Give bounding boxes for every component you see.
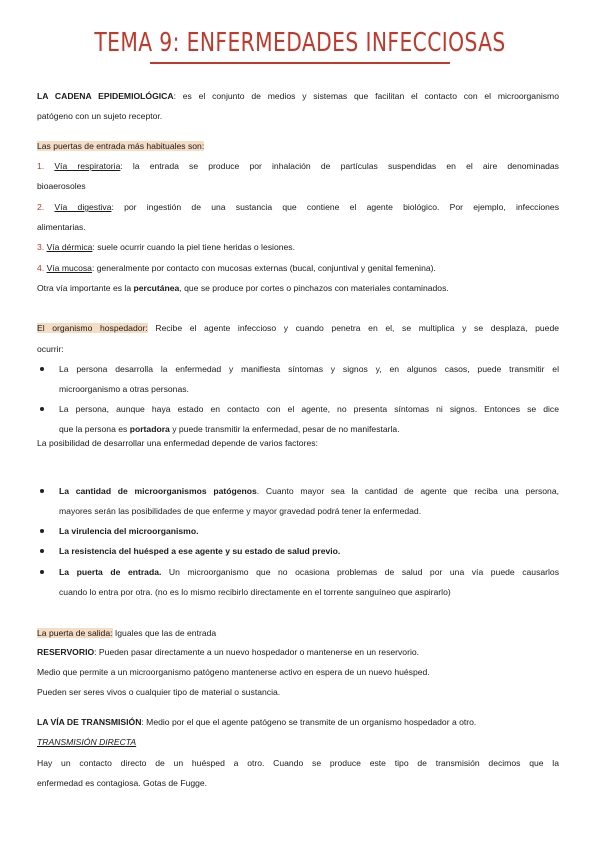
otra-bold: percutánea	[133, 283, 180, 293]
item-name: Vía mucosa	[46, 263, 92, 273]
transmision-heading-bold: LA VÍA DE TRANSMISIÓN	[37, 717, 142, 727]
cadena-line-1	[37, 90, 559, 102]
bullet-dot	[40, 570, 44, 574]
factor-4-line-1	[59, 566, 559, 578]
reservorio-text: : Pueden pasar directamente a un nuevo hospedador o mantenerse en un reservorio.	[94, 647, 420, 657]
reservorio-line	[37, 646, 559, 658]
puerta-1-line-2: bioaerosoles	[37, 181, 86, 191]
hospedador-heading: El organismo hospedador:	[37, 323, 148, 333]
hospedador-line-2: ocurrir:	[37, 344, 64, 354]
hospedador-bullet-1-line-1: La persona desarrolla la enfermedad y manifiesta síntomas y signos y, en algunos casos, puede transmitir el	[59, 364, 559, 374]
otra-via-line	[37, 282, 559, 294]
otra-post: , que se produce por cortes o pinchazos con materiales contaminados.	[179, 283, 449, 293]
item-number: 1.	[37, 161, 45, 171]
salida-heading: La puerta de salida:	[37, 628, 113, 638]
bullet-dot	[40, 529, 44, 533]
item-number: 2.	[37, 202, 45, 212]
transmision-directa-line	[37, 736, 559, 748]
puerta-3-line	[37, 241, 559, 253]
transmision-line-1: Hay un contacto directo de un huésped a otro. Cuando se produce este tipo de transmisión decimos que la	[37, 758, 559, 768]
factor-3: La resistencia del huésped a ese agente y su estado de salud previo.	[59, 546, 341, 556]
salida-line	[37, 627, 559, 639]
factor-4-line-2: cuando lo entra por otra. (no es lo mismo recibirlo directamente en el torrente sanguíneo que aspirarlo)	[59, 587, 451, 597]
transmision-line-2: enfermedad es contagiosa. Gotas de Fugge.	[37, 778, 208, 788]
hospedador-bullet-2-line-2	[59, 423, 559, 435]
factor-1-text: . Cuanto mayor sea la cantidad de agente que reciba una persona,	[256, 486, 559, 496]
puerta-1-line-1	[37, 160, 559, 172]
portadora-bold: portadora	[129, 424, 170, 434]
factor-4-text: Un microorganismo que no ocasiona problemas de salud por una vía puede causarlos	[161, 567, 559, 577]
puerta-4-line	[37, 262, 559, 274]
factor-1-line-2: mayores serán las posibilidades de que enferme y mayor gravedad podrá tener la enfermedad.	[59, 506, 422, 516]
factor-4-bold: La puerta de entrada.	[59, 567, 162, 577]
puerta-2-line-2: alimentarias.	[37, 222, 86, 232]
item-name: Vía dérmica	[46, 242, 93, 252]
title-underline	[150, 62, 450, 64]
transmision-heading-text: : Medio por el que el agente patógeno se transmite de un organismo hospedador a otro.	[141, 717, 477, 727]
bullet-dot	[40, 407, 44, 411]
hospedador-text: Recibe el agente infeccioso y cuando penetra en el, se multiplica y se desplaza, puede	[147, 323, 559, 333]
item-text: : generalmente por contacto con mucosas externas (bucal, conjuntival y genital femenina).	[91, 263, 436, 273]
item-number: 3.	[37, 242, 45, 252]
hospedador-bullet-1-line-2: microorganismo a otras personas.	[59, 384, 189, 394]
reservorio-line-3: Pueden ser seres vivos o cualquier tipo de material o sustancia.	[37, 687, 281, 697]
cadena-line-2: patógeno con un sujeto receptor.	[37, 111, 163, 121]
cadena-text-1: : es el conjunto de medios y sistemas que facilitan el contacto con el microorganismo	[173, 91, 559, 101]
page-title: TEMA 9: ENFERMEDADES INFECCIOSAS	[94, 28, 506, 58]
puertas-heading: Las puertas de entrada más habituales son:	[37, 141, 205, 151]
hospedador-bullet-2-line-1: La persona, aunque haya estado en contacto con el agente, no presenta síntomas ni signos. Entonces se dice	[59, 404, 559, 414]
transmision-directa-heading: TRANSMISIÓN DIRECTA	[37, 737, 137, 747]
factor-2: La virulencia del microorganismo.	[59, 526, 199, 536]
item-text: : por ingestión de una sustancia que contiene el agente biológico. Por ejemplo, infecciones	[111, 202, 559, 212]
reservorio-line-2: Medio que permite a un microorganismo patógeno mantenerse activo en espera de un nuevo huésped.	[37, 667, 430, 677]
factores-intro: La posibilidad de desarrollar una enfermedad depende de varios factores:	[37, 438, 318, 448]
otra-pre: Otra vía importante es la	[37, 283, 134, 293]
item-text: : suele ocurrir cuando la piel tiene heridas o lesiones.	[92, 242, 295, 252]
puerta-2-line-1	[37, 201, 559, 213]
item-text: : la entrada se produce por inhalación de partículas suspendidas en el aire denominadas	[120, 161, 559, 171]
factor-1-bold: La cantidad de microorganismos patógenos	[59, 486, 257, 496]
transmision-heading-line	[37, 716, 559, 728]
cadena-term: LA CADENA EPIDEMIOLÓGICA	[37, 91, 174, 101]
bullet-dot	[40, 489, 44, 493]
reservorio-bold: RESERVORIO	[37, 647, 95, 657]
bullet-dot	[40, 549, 44, 553]
puertas-heading-line	[37, 140, 559, 152]
factor-1-line-1	[59, 485, 559, 497]
item-name: Vía respiratoria	[54, 161, 121, 171]
portadora-pre: que la persona es	[59, 424, 130, 434]
item-name: Vía digestiva	[54, 202, 112, 212]
hospedador-line-1	[37, 322, 559, 334]
bullet-dot	[40, 367, 44, 371]
portadora-post: y puede transmitir la enfermedad, pesar de no manifestarla.	[169, 424, 400, 434]
salida-text: Iguales que las de entrada	[112, 628, 217, 638]
item-number: 4.	[37, 263, 45, 273]
